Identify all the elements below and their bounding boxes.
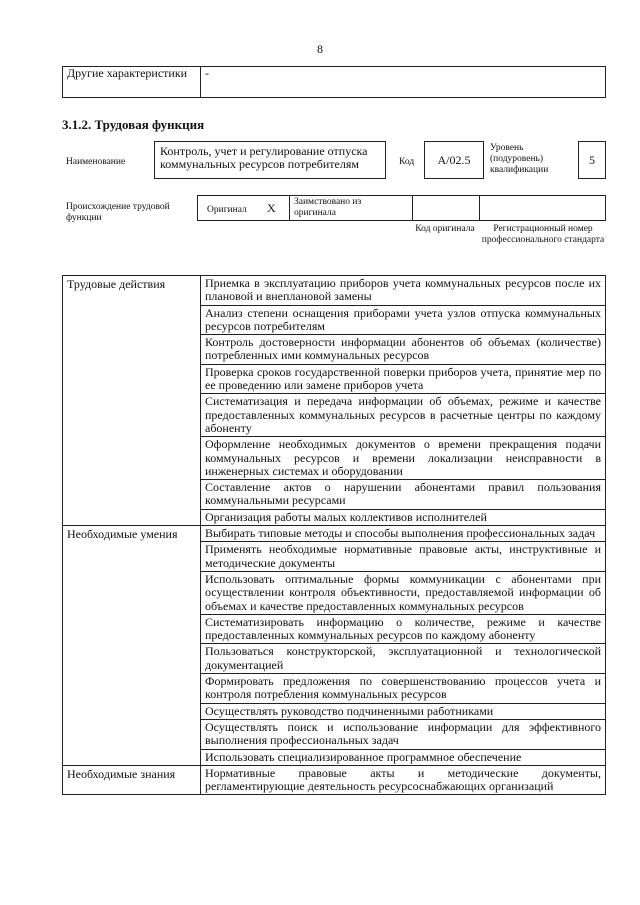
divider: [412, 196, 413, 220]
list-item: Проверка сроков государственной поверки приборов учета, принятие мер по ее проведению или замене приборов учета: [201, 364, 606, 394]
list-item: Оформление необходимых документов о времени прекращения подачи коммунальных ресурсов и времени локализации неисправности в инженерных системах и оборудовании: [201, 437, 606, 480]
code-original-caption: Код оригинала: [415, 224, 475, 234]
group-title-knowledge: Необходимые знания: [63, 765, 201, 795]
level-label: Уровень (подуровень) квалификации: [490, 143, 549, 175]
function-details-table: [62, 275, 606, 795]
name-label: Наименование: [66, 157, 126, 167]
table-row: [63, 67, 606, 98]
list-item: Анализ степени оснащения приборами учета узлов отпуска коммунальных ресурсов потребителям: [201, 305, 606, 335]
list-item: Приемка в эксплуатацию приборов учета коммунальных ресурсов после их плановой и внеплановой замены: [201, 276, 606, 306]
list-item: Использовать специализированное программное обеспечение: [201, 749, 606, 765]
list-item: Организация работы малых коллективов исполнителей: [201, 509, 606, 525]
list-item: Пользоваться конструкторской, эксплуатационной и технологической документацией: [201, 644, 606, 674]
origin-label: Происхождение трудовой функции: [66, 202, 170, 223]
code-value: A/02.5: [424, 141, 484, 179]
list-item: Осуществлять руководство подчиненными работниками: [201, 703, 606, 719]
original-label: Оригинал: [207, 205, 247, 215]
list-item: Нормативные правовые акты и методические документы, регламентирующие деятельность ресурсоснабжающих организаций: [201, 765, 606, 795]
group-title-skills: Необходимые умения: [63, 526, 201, 766]
list-item: Осуществлять поиск и использование информации для эффективного выполнения профессиональных задач: [201, 719, 606, 749]
table-row: [63, 276, 606, 306]
divider: [289, 196, 290, 220]
code-label: Код: [399, 157, 415, 167]
table-row: [63, 526, 606, 542]
list-item: Формировать предложения по совершенствованию процессов учета и контроля потребления коммунальных ресурсов: [201, 674, 606, 704]
list-item: Систематизация и передача информации об объемах, режиме и качестве предоставленных коммунальных ресурсов в расчетные центры по каждому абоненту: [201, 394, 606, 437]
reg-number-caption: Регистрационный номер профессионального стандарта: [481, 224, 605, 245]
borrowed-label: Заимствовано из оригинала: [294, 197, 362, 218]
page-number: 8: [317, 42, 323, 56]
other-characteristics-value: -: [201, 67, 606, 98]
list-item: Выбирать типовые методы и способы выполнения профессиональных задач: [201, 526, 606, 542]
divider: [479, 196, 480, 220]
list-item: Контроль достоверности информации абонентов об объемах (количестве) потребленных ими коммунальных ресурсов: [201, 335, 606, 365]
list-item: Применять необходимые нормативные правовые акты, инструктивные и методические документы: [201, 542, 606, 572]
other-characteristics-table: [62, 66, 606, 98]
original-mark: X: [267, 201, 276, 215]
other-characteristics-label: Другие характеристики: [63, 67, 201, 98]
origin-row: [197, 195, 606, 221]
table-row: [63, 765, 606, 795]
list-item: Систематизировать информацию о количестве, режиме и качестве предоставленных коммунальных ресурсов по каждому абоненту: [201, 614, 606, 644]
group-title-actions: Трудовые действия: [63, 276, 201, 526]
list-item: Составление актов о нарушении абонентами правил пользования коммунальными ресурсами: [201, 480, 606, 510]
name-value: Контроль, учет и регулирование отпуска коммунальных ресурсов потребителям: [154, 141, 386, 179]
level-value: 5: [578, 141, 606, 179]
section-title: 3.1.2. Трудовая функция: [62, 117, 205, 132]
list-item: Использовать оптимальные формы коммуникации с абонентами при осуществлении контроля объективности, предоставляемой информации об объемах и качестве предоставленных коммунальных ресурсов: [201, 571, 606, 614]
